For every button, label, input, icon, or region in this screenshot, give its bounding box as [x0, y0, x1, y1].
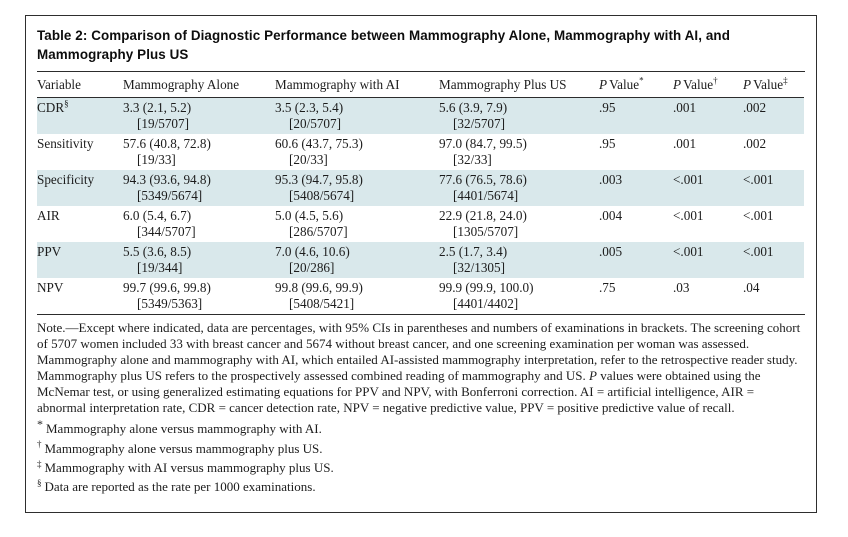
col-header-p-value-dagger: P Value†	[673, 75, 718, 92]
table-note: Note.—Except where indicated, data are percentages, with 95% CIs in parentheses and numbers of examinations in brackets. The screening cohort of 5707 women included 33 with breast cancer and 5674 without breast cancer, and one screening examination per woman was assessed. Mammography alone and mammography with AI, which entailed AI-assisted mammography interpretation, refer to the retrospective reader study. Mammography plus US refers to the prospectively assessed combined reading of mammography and US. P values were obtained using the McNemar test, or using generalized estimating equations for PPV and NPV, with Bonferroni correction. AI = artificial intelligence, AIR = abnormal interpretation rate, CDR = cancer detection rate, NPV = negative predictive value, PPV = positive predictive value of recall.	[37, 320, 801, 415]
double-dagger-symbol: ‡	[37, 458, 42, 469]
col-header-mammography-alone: Mammography Alone	[123, 77, 240, 92]
col-header-mammography-with-ai: Mammography with AI	[275, 77, 400, 92]
cell-p-value-dagger: <.001	[673, 242, 743, 278]
cell-p-value-dagger: .001	[673, 136, 697, 151]
cell-variable: AIR	[37, 208, 60, 223]
cell-p-value-star: .75	[599, 280, 616, 295]
cell-p-value-double-dagger: <.001	[743, 170, 804, 206]
cell-p-value-double-dagger: .002	[743, 136, 767, 151]
cell-mammography-alone: 57.6 (40.8, 72.8) [19/33]	[123, 136, 211, 167]
cell-mammography-plus-us: 5.6 (3.9, 7.9) [32/5707]	[439, 98, 599, 135]
col-header-mammography-plus-us: Mammography Plus US	[439, 77, 567, 92]
cell-mammography-alone: 3.3 (2.1, 5.2) [19/5707]	[123, 98, 275, 135]
cell-mammography-with-ai: 5.0 (4.5, 5.6) [286/5707]	[275, 208, 348, 239]
section-symbol: §	[37, 477, 42, 488]
cell-variable: CDR§	[37, 98, 123, 135]
cell-variable: Specificity	[37, 170, 123, 206]
cell-mammography-with-ai: 99.8 (99.6, 99.9) [5408/5421]	[275, 280, 363, 311]
cell-mammography-plus-us: 77.6 (76.5, 78.6) [4401/5674]	[439, 170, 599, 206]
cell-p-value-double-dagger: .04	[743, 280, 760, 295]
cell-mammography-with-ai: 7.0 (4.6, 10.6) [20/286]	[275, 242, 439, 278]
cell-mammography-with-ai: 60.6 (43.7, 75.3) [20/33]	[275, 136, 363, 167]
cell-mammography-alone: 6.0 (5.4, 6.7) [344/5707]	[123, 208, 196, 239]
cell-mammography-alone: 94.3 (93.6, 94.8) [5349/5674]	[123, 170, 275, 206]
footnote-double-dagger: ‡ Mammography with AI versus mammography plus US.	[37, 458, 334, 475]
cell-p-value-double-dagger: .002	[743, 98, 804, 135]
footnote-section: § Data are reported as the rate per 1000 examinations.	[37, 477, 316, 495]
table-row-cdr	[37, 98, 804, 135]
cell-variable: Sensitivity	[37, 136, 94, 151]
cell-mammography-plus-us: 22.9 (21.8, 24.0) [1305/5707]	[439, 208, 527, 239]
col-header-p-value-star: P Value*	[599, 75, 644, 92]
cell-mammography-plus-us: 97.0 (84.7, 99.5) [32/33]	[439, 136, 527, 167]
cell-mammography-alone: 99.7 (99.6, 99.8) [5349/5363]	[123, 280, 211, 311]
footnote-star: * Mammography alone versus mammography with AI.	[37, 416, 322, 437]
header-row	[37, 72, 804, 98]
cell-p-value-dagger: <.001	[673, 208, 704, 223]
cell-p-value-dagger: .03	[673, 280, 690, 295]
table-frame	[25, 15, 817, 513]
table-row-ppv	[37, 242, 804, 278]
cell-mammography-with-ai: 3.5 (2.3, 5.4) [20/5707]	[275, 98, 439, 135]
cell-mammography-with-ai: 95.3 (94.7, 95.8) [5408/5674]	[275, 170, 439, 206]
cell-variable: PPV	[37, 242, 123, 278]
table-row-specificity	[37, 170, 804, 206]
cell-p-value-double-dagger: <.001	[743, 242, 804, 278]
cell-p-value-star: .95	[599, 136, 616, 151]
table-header	[37, 72, 804, 98]
table-row-air	[37, 206, 804, 242]
star-symbol: *	[37, 416, 43, 431]
cell-p-value-dagger: .001	[673, 98, 743, 135]
table-row-sensitivity	[37, 134, 804, 170]
cell-p-value-star: .004	[599, 208, 623, 223]
footnote-dagger: † Mammography alone versus mammography plus US.	[37, 439, 323, 456]
cell-variable: NPV	[37, 280, 64, 295]
cell-p-value-dagger: <.001	[673, 170, 743, 206]
cell-mammography-plus-us: 2.5 (1.7, 3.4) [32/1305]	[439, 242, 599, 278]
cell-p-value-star: .003	[599, 170, 673, 206]
cell-mammography-plus-us: 99.9 (99.9, 100.0) [4401/4402]	[439, 280, 534, 311]
cell-mammography-alone: 5.5 (3.6, 8.5) [19/344]	[123, 242, 275, 278]
col-header-p-value-double-dagger: P Value‡	[743, 75, 788, 92]
cell-p-value-double-dagger: <.001	[743, 208, 774, 223]
col-header-variable: Variable	[37, 77, 81, 92]
cell-p-value-star: .005	[599, 242, 673, 278]
table-row-npv	[37, 278, 804, 314]
rule-above-note	[37, 314, 805, 315]
diagnostic-performance-table	[37, 72, 804, 314]
cell-p-value-star: .95	[599, 98, 673, 135]
dagger-symbol: †	[37, 439, 42, 450]
table-title: Table 2: Comparison of Diagnostic Performance between Mammography Alone, Mammography with AI, and Mammography Plus US	[37, 28, 730, 62]
